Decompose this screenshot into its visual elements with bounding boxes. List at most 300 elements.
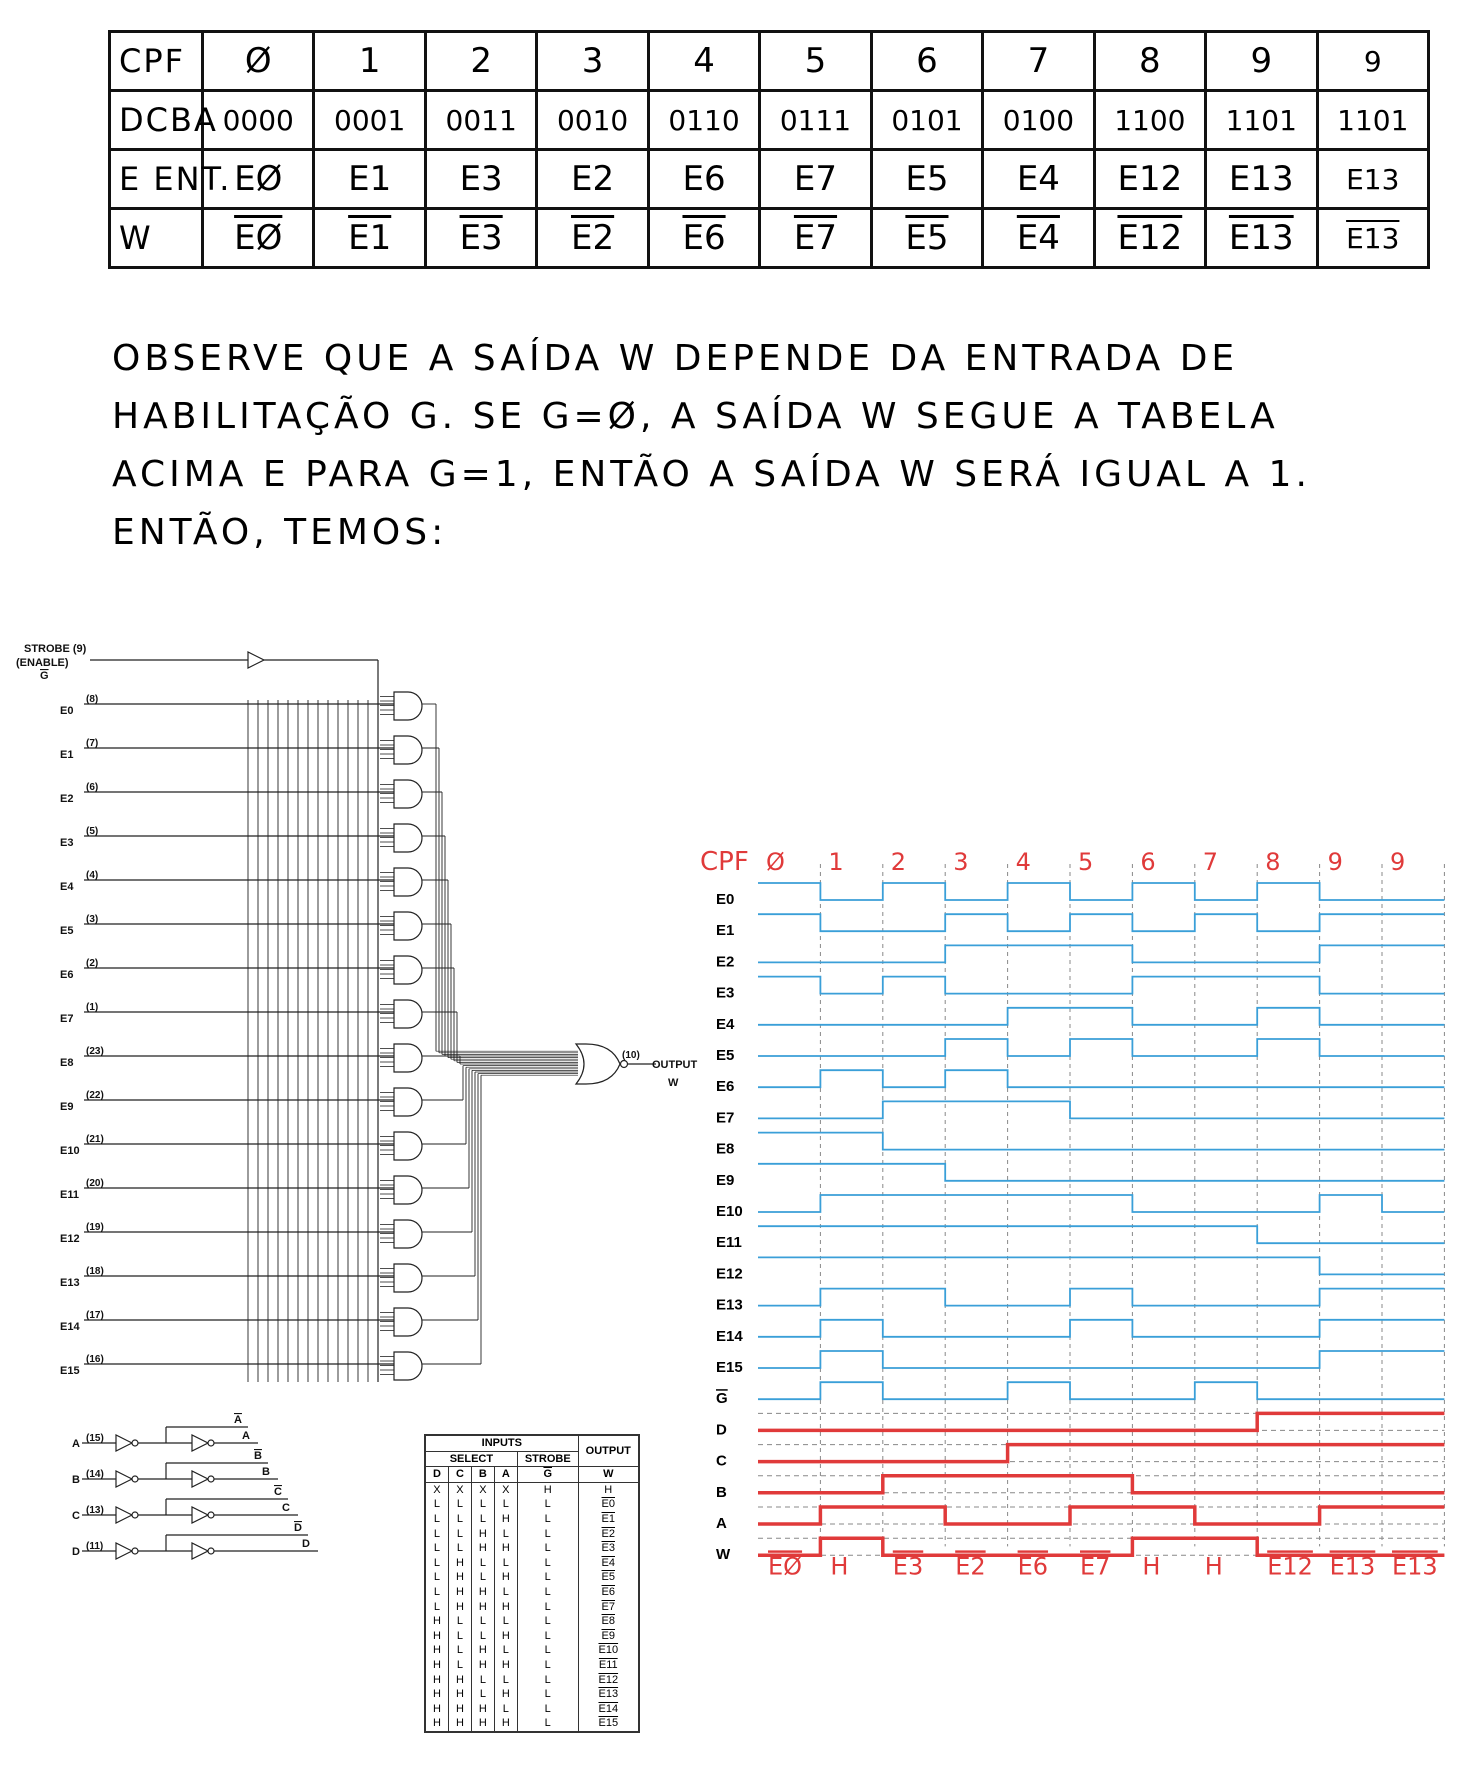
signal-label: G	[716, 1390, 728, 1408]
signal-label: A	[716, 1515, 727, 1532]
table-cell: L	[517, 1716, 578, 1732]
input-waveform	[758, 1195, 1444, 1212]
column-header: A	[494, 1467, 517, 1483]
row-header: DCBA	[110, 91, 203, 150]
table-cell: H	[494, 1600, 517, 1615]
buffer-gate	[116, 1435, 132, 1451]
w-result-label: E3	[892, 1552, 924, 1581]
signal-label: E2	[716, 953, 735, 971]
strobe-label: STROBE (9)	[24, 643, 87, 655]
select-waveform	[758, 1413, 1444, 1430]
bus-label: A	[242, 1430, 250, 1442]
table-row	[425, 1673, 639, 1688]
table-cell: 1101	[1206, 91, 1317, 150]
table-cell: L	[494, 1643, 517, 1658]
select-waveform	[758, 1445, 1444, 1462]
table-cell: L	[425, 1556, 448, 1571]
table-cell: L	[517, 1673, 578, 1688]
table-cell: X	[471, 1482, 494, 1497]
pin-label: (2)	[86, 958, 99, 969]
select-input-label: D	[72, 1546, 80, 1558]
table-cell: E2	[578, 1527, 639, 1542]
select-input-label: C	[72, 1510, 80, 1522]
cpf-digit: 6	[1140, 848, 1156, 876]
and-gate	[394, 1132, 422, 1160]
data-input-label: E0	[60, 705, 74, 717]
w-result-label: E13	[1392, 1552, 1438, 1581]
data-input-label: E7	[60, 1013, 74, 1025]
table-row	[425, 1527, 639, 1542]
table-cell: E4	[578, 1556, 639, 1571]
truth-table-row	[110, 209, 1429, 268]
table-cell: L	[517, 1556, 578, 1571]
input-waveform	[758, 1039, 1444, 1056]
table-cell: L	[448, 1512, 471, 1527]
table-cell: E13	[1317, 209, 1428, 268]
bus-label-inverted: A	[234, 1414, 242, 1426]
and-gate	[394, 1088, 422, 1116]
table-cell: H	[425, 1716, 448, 1732]
input-waveform	[758, 977, 1444, 994]
pin-label: (11)	[86, 1541, 104, 1552]
table-cell: Ø	[203, 32, 314, 91]
and-gate	[394, 1220, 422, 1248]
enable-label: (ENABLE)	[16, 657, 69, 669]
table-cell: L	[517, 1614, 578, 1629]
bus-label: D	[302, 1538, 310, 1550]
truth-table-row	[110, 150, 1429, 209]
table-row	[425, 1629, 639, 1644]
pin-label: (16)	[86, 1354, 104, 1365]
output-pin: (10)	[622, 1050, 640, 1061]
table-cell: 3	[537, 32, 648, 91]
data-input-label: E11	[60, 1189, 79, 1201]
data-input-label: E2	[60, 793, 74, 805]
input-waveform	[758, 1382, 1444, 1399]
table-cell: E4	[983, 150, 1094, 209]
data-input-label: E6	[60, 969, 74, 981]
column-header: $\overline{G}$	[517, 1467, 578, 1483]
g-label: G	[40, 670, 49, 682]
table-cell: E11	[578, 1658, 639, 1673]
pin-label: (21)	[86, 1134, 104, 1145]
and-gate	[394, 912, 422, 940]
output-header: OUTPUT	[578, 1435, 639, 1467]
w-result-label: E7	[1080, 1552, 1111, 1581]
buffer-gate	[192, 1435, 208, 1451]
data-input-label: E9	[60, 1101, 74, 1113]
select-input-label: B	[72, 1474, 80, 1486]
table-cell: L	[471, 1614, 494, 1629]
table-cell: L	[425, 1600, 448, 1615]
table-cell: H	[471, 1600, 494, 1615]
data-input-label: E14	[60, 1321, 80, 1333]
table-cell: L	[448, 1497, 471, 1512]
input-waveform	[758, 883, 1444, 900]
table-cell: 7	[983, 32, 1094, 91]
table-cell: E9	[578, 1629, 639, 1644]
table-cell: L	[425, 1527, 448, 1542]
data-input-label: E3	[60, 837, 74, 849]
table-cell: 9	[1317, 32, 1428, 91]
table-cell: E13	[1206, 150, 1317, 209]
and-gate	[394, 692, 422, 720]
signal-label: E8	[716, 1140, 735, 1158]
table-cell: L	[494, 1673, 517, 1688]
table-cell: E1	[578, 1512, 639, 1527]
column-header: W	[578, 1467, 639, 1483]
table-cell: E12	[1094, 150, 1205, 209]
table-cell: H	[494, 1541, 517, 1556]
table-cell: H	[471, 1527, 494, 1542]
table-cell: E6	[648, 150, 759, 209]
table-cell: H	[494, 1658, 517, 1673]
table-cell: E7	[760, 150, 871, 209]
table-cell: L	[494, 1527, 517, 1542]
table-cell: E5	[578, 1570, 639, 1585]
signal-label: E12	[716, 1265, 743, 1283]
data-input-label: E12	[60, 1233, 80, 1245]
table-cell: X	[448, 1482, 471, 1497]
cpf-digit: 7	[1202, 848, 1219, 876]
table-cell: L	[448, 1541, 471, 1556]
input-waveform	[758, 1351, 1444, 1368]
table-cell: 0011	[425, 91, 536, 150]
table-cell: E7	[760, 209, 871, 268]
row-header: W	[110, 209, 203, 268]
table-cell: L	[448, 1643, 471, 1658]
table-cell: E5	[871, 150, 982, 209]
table-cell: E12	[578, 1673, 639, 1688]
table-cell: 8	[1094, 32, 1205, 91]
table-cell: H	[448, 1570, 471, 1585]
table-row	[425, 1614, 639, 1629]
and-gate	[394, 868, 422, 896]
table-cell: H	[448, 1556, 471, 1571]
table-cell: L	[517, 1570, 578, 1585]
signal-label: E5	[716, 1047, 735, 1064]
signal-label: E10	[716, 1203, 743, 1220]
table-cell: 1	[314, 32, 425, 91]
table-row	[425, 1556, 639, 1571]
inverter-bubble	[621, 1061, 628, 1068]
data-input-label: E1	[60, 749, 74, 761]
table-cell: H	[494, 1687, 517, 1702]
table-cell: 2	[425, 32, 536, 91]
signal-label: E0	[716, 891, 735, 908]
table-cell: E4	[983, 209, 1094, 268]
bus-label: C	[282, 1502, 290, 1514]
table-cell: E14	[578, 1702, 639, 1717]
w-result-label: H	[830, 1552, 849, 1581]
table-cell: E8	[578, 1614, 639, 1629]
and-gate	[394, 1044, 422, 1072]
table-cell: L	[448, 1527, 471, 1542]
cpf-digit: 8	[1265, 848, 1281, 876]
signal-label: E6	[716, 1078, 735, 1096]
select-waveform	[758, 1476, 1444, 1493]
select-waveform	[758, 1507, 1444, 1524]
table-cell: L	[425, 1585, 448, 1600]
table-cell: H	[425, 1614, 448, 1629]
table-cell: L	[517, 1541, 578, 1556]
column-header: B	[471, 1467, 494, 1483]
table-cell: 0101	[871, 91, 982, 150]
row-header: CPF	[110, 32, 203, 91]
table-cell: L	[471, 1556, 494, 1571]
table-cell: 4	[648, 32, 759, 91]
table-cell: H	[494, 1629, 517, 1644]
table-cell: H	[471, 1643, 494, 1658]
pin-label: (23)	[86, 1046, 104, 1057]
table-cell: H	[494, 1512, 517, 1527]
signal-label: D	[716, 1421, 727, 1439]
table-cell: 6	[871, 32, 982, 91]
output-label: OUTPUT	[652, 1059, 698, 1071]
explanation-text	[112, 330, 1412, 562]
and-gate	[394, 956, 422, 984]
table-cell: L	[517, 1629, 578, 1644]
table-cell: L	[471, 1629, 494, 1644]
table-cell: E13	[1317, 150, 1428, 209]
w-result-label: H	[1142, 1552, 1161, 1581]
pin-label: (18)	[86, 1266, 104, 1277]
table-cell: E6	[648, 209, 759, 268]
table-cell: E2	[537, 209, 648, 268]
table-cell: H	[471, 1658, 494, 1673]
table-cell: H	[448, 1673, 471, 1688]
table-cell: E5	[871, 209, 982, 268]
table-cell: L	[517, 1702, 578, 1717]
timing-diagram	[700, 840, 1440, 1700]
bus-label-inverted: D	[294, 1522, 302, 1534]
cpf-label: CPF	[700, 847, 749, 877]
buffer-gate	[116, 1543, 132, 1559]
truth-table-row	[110, 91, 1429, 150]
signal-label: E13	[716, 1296, 743, 1314]
table-cell: E15	[578, 1716, 639, 1732]
table-cell: L	[448, 1629, 471, 1644]
table-cell: H	[494, 1570, 517, 1585]
input-waveform	[758, 1226, 1444, 1243]
buffer-gate	[116, 1507, 132, 1523]
table-cell: L	[494, 1614, 517, 1629]
truth-table-row	[110, 32, 1429, 91]
table-row	[425, 1482, 639, 1497]
table-cell: E6	[578, 1585, 639, 1600]
pin-label: (17)	[86, 1310, 104, 1321]
table-cell: H	[494, 1716, 517, 1732]
signal-label: E11	[716, 1234, 742, 1252]
table-cell: X	[494, 1482, 517, 1497]
table-cell: L	[517, 1497, 578, 1512]
table-cell: 0111	[760, 91, 871, 150]
table-cell: L	[425, 1541, 448, 1556]
explanation-line: HABILITAÇÃO G. SE G=Ø, A SAÍDA W SEGUE A TABELA	[112, 396, 1279, 437]
table-cell: L	[517, 1658, 578, 1673]
signal-label: E1	[716, 922, 735, 940]
table-cell: L	[425, 1570, 448, 1585]
table-cell: L	[425, 1497, 448, 1512]
table-cell: E10	[578, 1643, 639, 1658]
table-row	[425, 1687, 639, 1702]
data-input-label: E8	[60, 1057, 74, 1069]
w-result-label: E2	[955, 1552, 986, 1581]
input-waveform	[758, 1164, 1444, 1181]
input-waveform	[758, 914, 1444, 931]
table-cell: L	[471, 1673, 494, 1688]
table-cell: E12	[1094, 209, 1205, 268]
table-cell: H	[471, 1541, 494, 1556]
table-cell: E13	[1206, 209, 1317, 268]
table-cell: H	[425, 1687, 448, 1702]
cpf-digit: 1	[828, 848, 844, 876]
input-waveform	[758, 1008, 1444, 1025]
signal-label: E4	[716, 1015, 735, 1033]
buffer-gate	[116, 1471, 132, 1487]
cpf-digit: 9	[1327, 848, 1343, 876]
w-result-label: H	[1204, 1552, 1223, 1581]
pin-label: (5)	[86, 826, 99, 837]
input-waveform	[758, 1070, 1444, 1087]
table-cell: E2	[537, 150, 648, 209]
cpf-digit: Ø	[766, 848, 785, 876]
table-cell: $\overline{EØ}$	[203, 209, 314, 268]
pin-label: (14)	[86, 1469, 104, 1480]
data-input-label: E15	[60, 1365, 80, 1377]
input-waveform	[758, 1289, 1444, 1306]
signal-label: E7	[716, 1109, 735, 1127]
and-gate	[394, 1308, 422, 1336]
table-cell: 5	[760, 32, 871, 91]
row-header: E ENT.	[110, 150, 203, 209]
table-cell: EØ	[203, 150, 314, 209]
table-cell: L	[448, 1614, 471, 1629]
bus-label: B	[262, 1466, 270, 1478]
and-gate	[394, 736, 422, 764]
table-cell: 9	[1206, 32, 1317, 91]
table-cell: 0001	[314, 91, 425, 150]
w-result-label: EØ	[768, 1552, 803, 1581]
table-cell: L	[517, 1585, 578, 1600]
table-row	[425, 1497, 639, 1512]
signal-label: B	[716, 1483, 727, 1501]
pin-label: (20)	[86, 1178, 104, 1189]
table-row	[425, 1716, 639, 1732]
signal-label: E15	[716, 1359, 743, 1376]
explanation-line: ACIMA E PARA G=1, ENTÃO A SAÍDA W SERÁ IGUAL A 1.	[112, 454, 1311, 495]
nor-gate	[576, 1044, 620, 1084]
input-waveform	[758, 945, 1444, 962]
buffer-gate	[192, 1543, 208, 1559]
pin-label: (7)	[86, 738, 99, 749]
data-input-label: E13	[60, 1277, 80, 1289]
table-cell: L	[517, 1643, 578, 1658]
buffer-gate	[192, 1507, 208, 1523]
bus-label-inverted: C	[274, 1486, 282, 1498]
table-row	[425, 1702, 639, 1717]
buffer-gate	[192, 1471, 208, 1487]
table-cell: E1	[314, 209, 425, 268]
output-name: W	[668, 1077, 679, 1089]
table-cell: E7	[578, 1600, 639, 1615]
and-gate	[394, 1264, 422, 1292]
table-cell: L	[494, 1556, 517, 1571]
table-cell: H	[425, 1673, 448, 1688]
pin-label: (3)	[86, 914, 99, 925]
data-input-label: E4	[60, 881, 74, 893]
table-row	[425, 1585, 639, 1600]
and-gate	[394, 780, 422, 808]
table-cell: H	[471, 1702, 494, 1717]
pin-label: (15)	[86, 1433, 104, 1444]
input-waveform	[758, 1101, 1444, 1118]
table-cell: L	[471, 1512, 494, 1527]
w-result-label: E12	[1267, 1552, 1313, 1581]
signal-label: W	[716, 1546, 731, 1564]
table-cell: 0110	[648, 91, 759, 150]
column-header: D	[425, 1467, 448, 1483]
table-cell: H	[517, 1482, 578, 1497]
table-cell: L	[494, 1585, 517, 1600]
table-cell: 0000	[203, 91, 314, 150]
input-waveform	[758, 1257, 1444, 1274]
pin-label: (13)	[86, 1505, 104, 1516]
table-cell: 0010	[537, 91, 648, 150]
table-cell: L	[471, 1687, 494, 1702]
table-row	[425, 1600, 639, 1615]
strobe-header: STROBE	[517, 1451, 578, 1467]
table-row	[425, 1541, 639, 1556]
table-cell: H	[448, 1702, 471, 1717]
table-cell: E13	[578, 1687, 639, 1702]
signal-label: E9	[716, 1171, 735, 1189]
data-input-label: E10	[60, 1145, 80, 1157]
table-row	[425, 1643, 639, 1658]
signal-label: E14	[716, 1327, 743, 1345]
select-header: SELECT	[425, 1451, 517, 1467]
and-gate	[394, 824, 422, 852]
table-cell: L	[494, 1702, 517, 1717]
data-input-label: E5	[60, 925, 74, 937]
table-cell: E1	[314, 150, 425, 209]
w-result-label: E13	[1329, 1552, 1376, 1581]
table-cell: L	[517, 1687, 578, 1702]
truth-table	[108, 30, 1430, 269]
table-cell: X	[425, 1482, 448, 1497]
table-cell: H	[471, 1585, 494, 1600]
table-cell: E3	[425, 209, 536, 268]
pin-label: (19)	[86, 1222, 104, 1233]
pin-label: (6)	[86, 782, 99, 793]
function-table	[424, 1434, 640, 1733]
table-cell: H	[448, 1585, 471, 1600]
table-cell: L	[471, 1497, 494, 1512]
table-cell: 1100	[1094, 91, 1205, 150]
pin-label: (22)	[86, 1090, 104, 1101]
cpf-digit: 5	[1078, 848, 1094, 876]
table-cell: H	[425, 1643, 448, 1658]
and-gate	[394, 1352, 422, 1380]
cpf-digit: 4	[1015, 848, 1031, 876]
table-cell: L	[517, 1512, 578, 1527]
signal-label: E3	[716, 984, 735, 1002]
pin-label: (1)	[86, 1002, 99, 1013]
table-cell: H	[425, 1629, 448, 1644]
table-row	[425, 1658, 639, 1673]
table-cell: 1101	[1317, 91, 1428, 150]
table-cell: L	[517, 1600, 578, 1615]
